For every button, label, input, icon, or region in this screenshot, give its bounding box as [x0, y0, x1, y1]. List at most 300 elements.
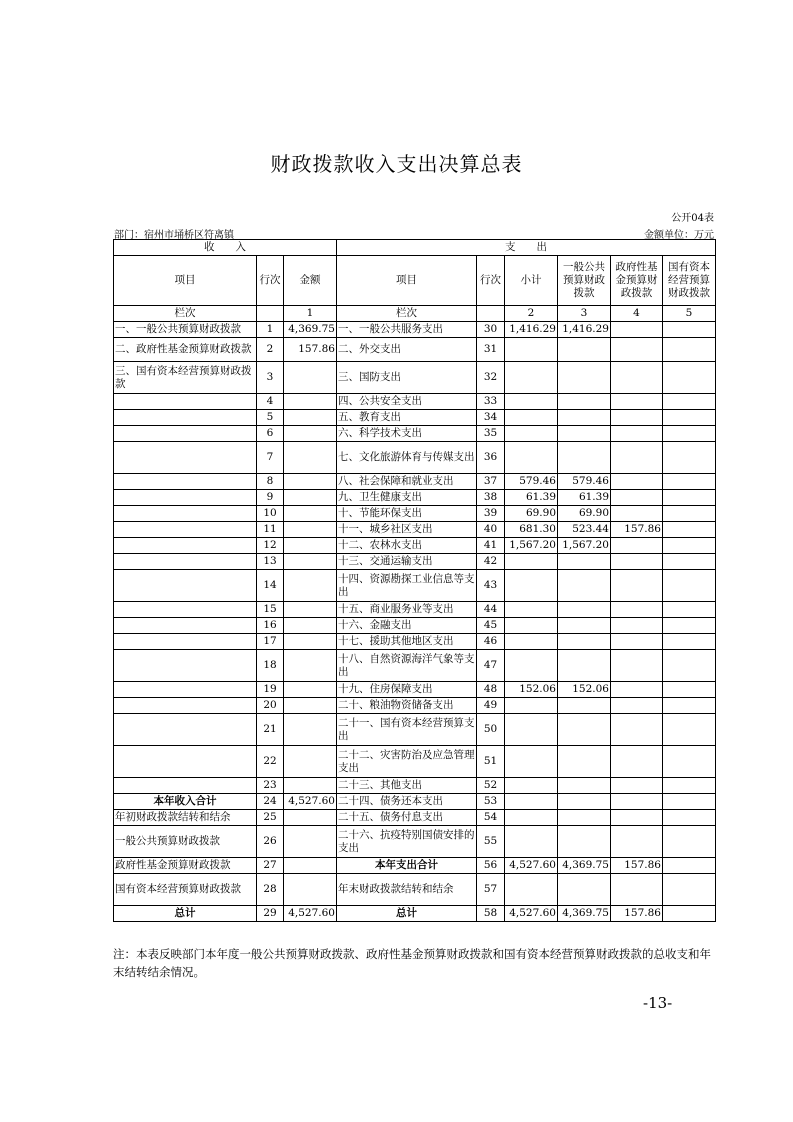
- expense-line-cell: 39: [477, 506, 505, 522]
- subtotal-cell: [505, 362, 558, 394]
- gov-fund-cell: [611, 634, 663, 650]
- subtotal-cell: [505, 714, 558, 746]
- table-row: [114, 442, 716, 474]
- gov-fund-cell: [611, 810, 663, 826]
- state-capital-cell: [663, 506, 716, 522]
- expense-item-cell: 十三、交通运输支出: [337, 554, 477, 570]
- col-label-2: 栏次: [337, 306, 477, 322]
- income-line-cell: 21: [257, 714, 284, 746]
- table-row: [114, 650, 716, 682]
- gov-fund-cell: [611, 442, 663, 474]
- income-amount-cell: [284, 634, 337, 650]
- income-line-cell: 27: [257, 858, 284, 874]
- income-line-cell: 8: [257, 474, 284, 490]
- income-line-cell: 14: [257, 570, 284, 602]
- income-amount-cell: [284, 698, 337, 714]
- table-row: [114, 410, 716, 426]
- gen-budget-cell: 1,567.20: [558, 538, 611, 554]
- income-amount-cell: [284, 426, 337, 442]
- income-item-cell: 国有资本经营预算财政拨款: [114, 874, 257, 906]
- footnote: 注：本表反映部门本年度一般公共预算财政拨款、政府性基金预算财政拨款和国有资本经营预算财政拨款的总收支和年末结转结余情况。: [113, 947, 711, 979]
- item-header-2: 项目: [337, 256, 477, 306]
- expense-line-cell: 55: [477, 826, 505, 858]
- state-capital-cell: [663, 362, 716, 394]
- expense-line-cell: 51: [477, 746, 505, 778]
- subtotal-cell: [505, 746, 558, 778]
- table-row: [114, 778, 716, 794]
- subtotal-cell: [505, 826, 558, 858]
- income-item-cell: 本年收入合计: [114, 794, 257, 810]
- income-line-cell: 13: [257, 554, 284, 570]
- income-amount-cell: [284, 778, 337, 794]
- subtotal-cell: [505, 634, 558, 650]
- expense-item-cell: 总计: [337, 906, 477, 922]
- table-row: [114, 338, 716, 362]
- income-item-cell: [114, 714, 257, 746]
- table-row: [114, 506, 716, 522]
- table-row: [114, 682, 716, 698]
- state-capital-cell: [663, 826, 716, 858]
- expense-item-cell: 二、外交支出: [337, 338, 477, 362]
- gen-budget-cell: 1,416.29: [558, 322, 611, 338]
- subtotal-cell: [505, 602, 558, 618]
- gen-budget-cell: [558, 570, 611, 602]
- gen-budget-cell: [558, 410, 611, 426]
- expense-item-cell: 十七、援助其他地区支出: [337, 634, 477, 650]
- gen-budget-cell: 523.44: [558, 522, 611, 538]
- income-line-cell: 23: [257, 778, 284, 794]
- amount-header: 金额: [284, 256, 337, 306]
- gov-fund-cell: [611, 682, 663, 698]
- state-capital-cell: [663, 906, 716, 922]
- income-item-cell: [114, 634, 257, 650]
- budget-table: [113, 239, 716, 922]
- subtotal-cell: [505, 618, 558, 634]
- table-row: [114, 794, 716, 810]
- gen-budget-cell: [558, 650, 611, 682]
- income-line-cell: 4: [257, 394, 284, 410]
- income-line-cell: 6: [257, 426, 284, 442]
- table-row: [114, 714, 716, 746]
- income-line-cell: 1: [257, 322, 284, 338]
- income-item-cell: 一般公共预算财政拨款: [114, 826, 257, 858]
- col-number: 2: [505, 306, 558, 322]
- income-amount-cell: 4,369.75: [284, 322, 337, 338]
- expense-line-cell: 41: [477, 538, 505, 554]
- line-header-2: 行次: [477, 256, 505, 306]
- income-item-cell: [114, 394, 257, 410]
- expense-item-cell: 十二、农林水支出: [337, 538, 477, 554]
- page-title: 财政拨款收入支出决算总表: [270, 152, 523, 176]
- table-row: [114, 698, 716, 714]
- table-row: [114, 618, 716, 634]
- income-item-cell: 总计: [114, 906, 257, 922]
- income-amount-cell: [284, 474, 337, 490]
- expense-line-cell: 36: [477, 442, 505, 474]
- gov-fund-cell: 157.86: [611, 858, 663, 874]
- expense-item-cell: 二十五、债务付息支出: [337, 810, 477, 826]
- income-amount-cell: [284, 442, 337, 474]
- table-row: [114, 490, 716, 506]
- expense-item-cell: 十九、住房保障支出: [337, 682, 477, 698]
- col-number: 3: [558, 306, 611, 322]
- income-item-cell: [114, 442, 257, 474]
- gen-budget-cell: [558, 746, 611, 778]
- income-item-cell: [114, 410, 257, 426]
- income-item-cell: [114, 698, 257, 714]
- expense-item-cell: 二十六、抗疫特别国债安排的支出: [337, 826, 477, 858]
- income-item-cell: 三、国有资本经营预算财政拨款: [114, 362, 257, 394]
- subtotal-cell: [505, 778, 558, 794]
- income-line-cell: 24: [257, 794, 284, 810]
- gov-fund-cell: [611, 746, 663, 778]
- income-line-cell: 12: [257, 538, 284, 554]
- department-label: 部门：宿州市埇桥区符离镇: [114, 230, 234, 241]
- table-row: [114, 602, 716, 618]
- gov-fund-cell: [611, 874, 663, 906]
- income-amount-cell: [284, 682, 337, 698]
- table-row: [114, 538, 716, 554]
- expense-line-cell: 57: [477, 874, 505, 906]
- gen-budget-cell: [558, 602, 611, 618]
- income-line-cell: 9: [257, 490, 284, 506]
- state-capital-cell: [663, 794, 716, 810]
- gen-budget-cell: [558, 338, 611, 362]
- expense-item-cell: 二十、粮油物资储备支出: [337, 698, 477, 714]
- expense-item-cell: 二十二、灾害防治及应急管理支出: [337, 746, 477, 778]
- table-row: [114, 826, 716, 858]
- gen-budget-cell: 69.90: [558, 506, 611, 522]
- state-capital-cell: [663, 698, 716, 714]
- income-amount-cell: [284, 522, 337, 538]
- expense-line-cell: 44: [477, 602, 505, 618]
- expense-line-cell: 48: [477, 682, 505, 698]
- income-item-cell: [114, 650, 257, 682]
- col-number: 4: [611, 306, 663, 322]
- income-item-cell: [114, 570, 257, 602]
- state-capital-cell: [663, 602, 716, 618]
- expense-item-cell: 六、科学技术支出: [337, 426, 477, 442]
- income-line-cell: 2: [257, 338, 284, 362]
- income-amount-cell: [284, 602, 337, 618]
- gov-fund-cell: [611, 698, 663, 714]
- gov-fund-cell: [611, 602, 663, 618]
- expense-item-cell: 二十一、国有资本经营预算支出: [337, 714, 477, 746]
- income-item-cell: [114, 778, 257, 794]
- income-item-cell: [114, 426, 257, 442]
- gen-budget-cell: [558, 618, 611, 634]
- gov-fund-cell: [611, 794, 663, 810]
- subtotal-cell: [505, 426, 558, 442]
- expense-line-cell: 42: [477, 554, 505, 570]
- expense-item-cell: 九、卫生健康支出: [337, 490, 477, 506]
- expense-line-cell: 37: [477, 474, 505, 490]
- expense-line-cell: 35: [477, 426, 505, 442]
- state-capital-cell: [663, 394, 716, 410]
- gen-budget-cell: [558, 698, 611, 714]
- gen-budget-cell: [558, 554, 611, 570]
- gen-budget-cell: [558, 810, 611, 826]
- income-item-cell: [114, 602, 257, 618]
- expense-item-cell: 本年支出合计: [337, 858, 477, 874]
- income-line-cell: 15: [257, 602, 284, 618]
- income-amount-cell: [284, 874, 337, 906]
- income-amount-cell: [284, 362, 337, 394]
- gov-fund-cell: [611, 410, 663, 426]
- income-item-cell: 一、一般公共预算财政拨款: [114, 322, 257, 338]
- income-line-cell: 5: [257, 410, 284, 426]
- income-line-cell: 10: [257, 506, 284, 522]
- gov-fund-cell: [611, 714, 663, 746]
- gov-fund-cell: 157.86: [611, 522, 663, 538]
- expense-line-cell: 50: [477, 714, 505, 746]
- income-item-cell: 年初财政拨款结转和结余: [114, 810, 257, 826]
- subtotal-cell: 1,567.20: [505, 538, 558, 554]
- item-header: 项目: [114, 256, 257, 306]
- state-capital-cell: [663, 682, 716, 698]
- expense-line-cell: 47: [477, 650, 505, 682]
- expense-line-cell: 31: [477, 338, 505, 362]
- table-row: [114, 634, 716, 650]
- income-line-cell: 18: [257, 650, 284, 682]
- subtotal-cell: [505, 874, 558, 906]
- gen-budget-cell: 61.39: [558, 490, 611, 506]
- income-line-cell: 7: [257, 442, 284, 474]
- gen-budget-cell: 152.06: [558, 682, 611, 698]
- state-capital-cell: [663, 538, 716, 554]
- income-amount-cell: [284, 410, 337, 426]
- subtotal-cell: [505, 554, 558, 570]
- income-line-cell: 19: [257, 682, 284, 698]
- expense-line-cell: 40: [477, 522, 505, 538]
- gen-budget-cell: [558, 826, 611, 858]
- income-amount-cell: [284, 394, 337, 410]
- expense-item-cell: 八、社会保障和就业支出: [337, 474, 477, 490]
- subtotal-header: 小计: [505, 256, 558, 306]
- expense-line-cell: 52: [477, 778, 505, 794]
- unit-label: 金额单位：万元: [644, 230, 714, 241]
- expense-item-cell: 十、节能环保支出: [337, 506, 477, 522]
- income-item-cell: [114, 746, 257, 778]
- table-row: [114, 570, 716, 602]
- subtotal-cell: 681.30: [505, 522, 558, 538]
- income-amount-cell: [284, 714, 337, 746]
- gen-budget-cell: [558, 394, 611, 410]
- income-line-cell: 28: [257, 874, 284, 906]
- expense-line-cell: 56: [477, 858, 505, 874]
- expense-item-cell: 三、国防支出: [337, 362, 477, 394]
- expense-line-cell: 43: [477, 570, 505, 602]
- col-number: 1: [284, 306, 337, 322]
- expense-line-cell: 54: [477, 810, 505, 826]
- expense-line-cell: 53: [477, 794, 505, 810]
- state-capital-cell: [663, 874, 716, 906]
- page-number: -13-: [643, 994, 673, 1012]
- table-row: [114, 554, 716, 570]
- income-amount-cell: [284, 554, 337, 570]
- income-item-cell: [114, 682, 257, 698]
- income-amount-cell: [284, 746, 337, 778]
- state-capital-cell: [663, 322, 716, 338]
- expense-item-cell: 二十三、其他支出: [337, 778, 477, 794]
- state-capital-cell: [663, 522, 716, 538]
- subtotal-cell: 152.06: [505, 682, 558, 698]
- income-amount-cell: [284, 506, 337, 522]
- income-item-cell: [114, 490, 257, 506]
- income-amount-cell: [284, 858, 337, 874]
- gov-fund-cell: [611, 554, 663, 570]
- expense-line-cell: 58: [477, 906, 505, 922]
- income-item-cell: [114, 506, 257, 522]
- income-item-cell: [114, 522, 257, 538]
- subtotal-cell: 4,527.60: [505, 858, 558, 874]
- income-item-cell: [114, 538, 257, 554]
- income-amount-cell: 4,527.60: [284, 906, 337, 922]
- expense-item-cell: 十一、城乡社区支出: [337, 522, 477, 538]
- expense-line-cell: 45: [477, 618, 505, 634]
- table-row: [114, 522, 716, 538]
- income-amount-cell: [284, 810, 337, 826]
- expense-item-cell: 二十四、债务还本支出: [337, 794, 477, 810]
- expense-item-cell: 十六、金融支出: [337, 618, 477, 634]
- gov-fund-cell: [611, 338, 663, 362]
- table-row: [114, 426, 716, 442]
- gov-fund-cell: [611, 570, 663, 602]
- col-label: 栏次: [114, 306, 257, 322]
- expense-line-cell: 30: [477, 322, 505, 338]
- gen-budget-cell: [558, 442, 611, 474]
- gov-fund-cell: [611, 650, 663, 682]
- income-line-cell: 25: [257, 810, 284, 826]
- line-header: 行次: [257, 256, 284, 306]
- income-item-cell: [114, 618, 257, 634]
- income-line-cell: 11: [257, 522, 284, 538]
- gen-budget-cell: 4,369.75: [558, 858, 611, 874]
- gov-fund-cell: [611, 826, 663, 858]
- subtotal-cell: [505, 410, 558, 426]
- subtotal-cell: [505, 570, 558, 602]
- gov-fund-cell: [611, 490, 663, 506]
- state-capital-cell: [663, 778, 716, 794]
- gov-fund-cell: [611, 474, 663, 490]
- gen-budget-cell: [558, 426, 611, 442]
- table-row: [114, 874, 716, 906]
- income-item-cell: 政府性基金预算财政拨款: [114, 858, 257, 874]
- gov-fund-cell: [611, 618, 663, 634]
- expense-line-cell: 34: [477, 410, 505, 426]
- state-capital-cell: [663, 618, 716, 634]
- subtotal-cell: [505, 650, 558, 682]
- table-row: [114, 810, 716, 826]
- table-row: [114, 858, 716, 874]
- expense-item-cell: 四、公共安全支出: [337, 394, 477, 410]
- gen-budget-header: 一般公共预算财政拨款: [558, 256, 611, 306]
- income-header: 收 入: [114, 240, 337, 256]
- gov-fund-cell: [611, 362, 663, 394]
- expense-item-cell: 一、一般公共服务支出: [337, 322, 477, 338]
- subtotal-cell: 579.46: [505, 474, 558, 490]
- expense-header: 支 出: [337, 240, 716, 256]
- gov-fund-cell: 157.86: [611, 906, 663, 922]
- gen-budget-cell: [558, 714, 611, 746]
- subtotal-cell: [505, 810, 558, 826]
- gov-fund-cell: [611, 538, 663, 554]
- expense-item-cell: 十四、资源勘探工业信息等支出: [337, 570, 477, 602]
- expense-line-cell: 38: [477, 490, 505, 506]
- expense-item-cell: 十五、商业服务业等支出: [337, 602, 477, 618]
- state-capital-cell: [663, 410, 716, 426]
- gov-fund-cell: [611, 322, 663, 338]
- subtotal-cell: 4,527.60: [505, 906, 558, 922]
- gov-fund-cell: [611, 394, 663, 410]
- income-line-cell: 17: [257, 634, 284, 650]
- gen-budget-cell: [558, 634, 611, 650]
- gen-budget-cell: [558, 794, 611, 810]
- expense-line-cell: 46: [477, 634, 505, 650]
- income-line-cell: 22: [257, 746, 284, 778]
- table-row: [114, 322, 716, 338]
- expense-item-cell: 五、教育支出: [337, 410, 477, 426]
- gen-budget-cell: 4,369.75: [558, 906, 611, 922]
- subtotal-cell: [505, 698, 558, 714]
- table-row: [114, 362, 716, 394]
- state-capital-cell: [663, 474, 716, 490]
- income-amount-cell: 4,527.60: [284, 794, 337, 810]
- subtotal-cell: [505, 794, 558, 810]
- table-row: [114, 394, 716, 410]
- income-amount-cell: [284, 650, 337, 682]
- expense-line-cell: 33: [477, 394, 505, 410]
- table-row: [114, 474, 716, 490]
- gen-budget-cell: [558, 778, 611, 794]
- subtotal-cell: [505, 394, 558, 410]
- expense-item-cell: 年末财政拨款结转和结余: [337, 874, 477, 906]
- subtotal-cell: [505, 338, 558, 362]
- state-capital-cell: [663, 338, 716, 362]
- state-capital-cell: [663, 554, 716, 570]
- subtotal-cell: [505, 442, 558, 474]
- income-item-cell: [114, 554, 257, 570]
- gov-fund-cell: [611, 426, 663, 442]
- col-number: 5: [663, 306, 716, 322]
- state-capital-cell: [663, 634, 716, 650]
- gov-fund-cell: [611, 506, 663, 522]
- income-amount-cell: 157.86: [284, 338, 337, 362]
- table-row: [114, 906, 716, 922]
- gov-fund-cell: [611, 778, 663, 794]
- income-line-cell: 3: [257, 362, 284, 394]
- state-capital-cell: [663, 426, 716, 442]
- table-row: [114, 746, 716, 778]
- gov-fund-header: 政府性基金预算财政拨款: [611, 256, 663, 306]
- state-capital-cell: [663, 490, 716, 506]
- income-item-cell: 二、政府性基金预算财政拨款: [114, 338, 257, 362]
- state-capital-cell: [663, 746, 716, 778]
- income-item-cell: [114, 474, 257, 490]
- state-capital-cell: [663, 714, 716, 746]
- state-capital-header: 国有资本经营预算财政拨款: [663, 256, 716, 306]
- gen-budget-cell: [558, 874, 611, 906]
- income-amount-cell: [284, 538, 337, 554]
- state-capital-cell: [663, 858, 716, 874]
- state-capital-cell: [663, 810, 716, 826]
- income-line-cell: 26: [257, 826, 284, 858]
- expense-line-cell: 32: [477, 362, 505, 394]
- income-amount-cell: [284, 826, 337, 858]
- gen-budget-cell: [558, 362, 611, 394]
- income-line-cell: 16: [257, 618, 284, 634]
- expense-item-cell: 十八、自然资源海洋气象等支出: [337, 650, 477, 682]
